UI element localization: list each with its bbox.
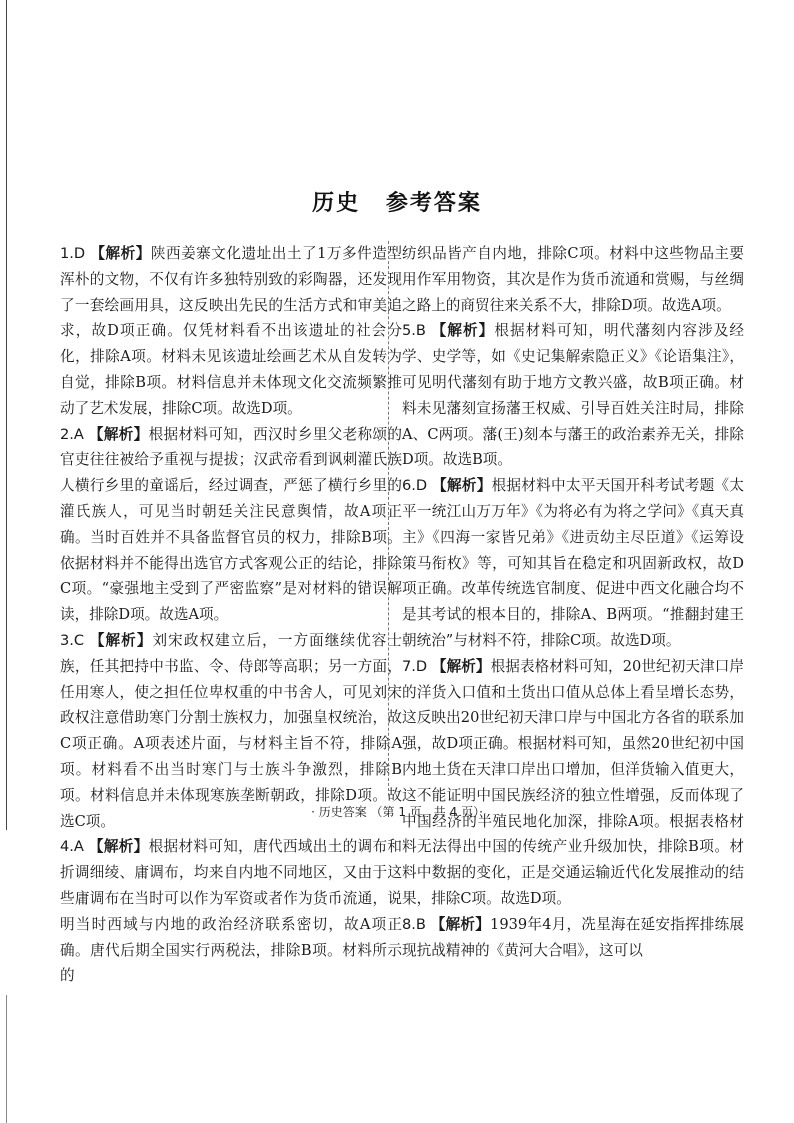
answer-item-4-continuation: 纺织品皆产自内地，排除C项。材料中这些物品主要用作军用物资，其次是作为货币流通和赏赐，与丝绸之路上的商贸往来关系不大，排除D项。故选A项。 — [402, 245, 744, 314]
answer-text: 根据材料中太平天国开科考试考题《太平一统江山万万年》《为将必有为将之学问》《真天真主》《四海一家皆兄弟》《进贡幼主尽臣道》《运筹设策马衔枚》等，可知其旨在稳定和巩固新政权，故D项正确。改革传统选官制度、促进中西文化融合均不是其考试的根本目的，排除A、B两项。“推翻封建王朝统治”与材料不符，排除C项。故选D项。 — [402, 477, 744, 649]
answer-item-5 — [402, 318, 744, 473]
analysis-tag: 【解析】 — [89, 631, 153, 649]
answer-text: 刘宋政权建立后，一方面继续优容士族，任其把持中书监、令、侍郎等高职；另一方面，任用寒人，使之担任位卑权重的中书舍人，可见刘宋政权注意借助寒门分割士族权力，加强皇权统治，故C项正确。A项表述片面，与材料主旨不符，排除A项。材料看不出当时寒门与士族斗争激烈，排除B项。材料信息并未体现寒族垄断朝政，排除D项。故选C项。 — [60, 631, 402, 830]
answer-number: 3.C — [60, 631, 85, 649]
left-column — [60, 241, 402, 989]
analysis-tag: 【解析】 — [431, 322, 495, 340]
answer-text: 根据材料可知，唐代西域出土的调布和折调细绫、庸调布，均来自内地不同地区，又由于这些庸调布在当时可以作为军资或者作为货币流通，说明当时西域与内地的政治经济联系密切，故A项正确。唐代后期全国实行两税法，排除B项。材料所示的 — [60, 838, 402, 985]
answer-text: 根据材料可知，明代藩刻内容涉及经学、史学等，如《史记集解索隐正义》《论语集注》，可见明代藩刻有助于地方文教兴盛，故B项正确。材料未见藩刻宣扬藩王权威、引导百姓关注时局，排除A、C两项。藩(王)刻本与藩王的政治素养无关，排除D项。故选B项。 — [402, 322, 744, 469]
analysis-tag: 【解析】 — [90, 245, 151, 262]
answer-number: 1.D — [60, 245, 86, 262]
page-footer: · 历史答案 （第 1 页，共 4 页）· — [311, 805, 483, 819]
answer-number: 2.A — [60, 425, 84, 443]
page-edge-line-lower — [6, 995, 7, 1123]
page-edge-line — [6, 0, 7, 830]
analysis-tag: 【解析】 — [431, 657, 491, 675]
answer-item-7 — [402, 654, 744, 912]
column-divider — [388, 241, 389, 796]
answer-item-1 — [60, 241, 402, 422]
answer-number: 4.A — [60, 838, 84, 856]
title-subject: 历史 — [312, 191, 361, 216]
answer-item-2 — [60, 422, 402, 628]
analysis-tag: 【解析】 — [432, 477, 492, 495]
answer-item-8 — [402, 912, 744, 964]
answer-number: 8.B — [402, 915, 426, 933]
answer-text: 1939年4月，冼星海在延安指挥排练展现抗战精神的《黄河大合唱》，这可以 — [402, 915, 744, 959]
title-label: 参考答案 — [385, 191, 482, 216]
answer-item-6 — [402, 473, 744, 654]
answer-item-4 — [60, 834, 402, 989]
answer-number: 7.D — [402, 657, 428, 675]
analysis-tag: 【解析】 — [430, 915, 491, 933]
page-title — [0, 186, 794, 217]
answer-text: 根据表格材料可知，20世纪初天津口岸的洋货入口值和土货出口值从总体上看呈增长态势，这反映出20世纪初天津口岸与中国北方各省的联系加强，故D项正确。根据材料可知，虽然20世纪初中国内地土货在天津口岸出口增加，但洋货输入值更大，这不能证明中国民族经济的独立性增强，反而体现了中国经济的半殖民地化加深，排除A项。根据表格材料无法得出中国的传统产业升级加快，排除B项。材料中数据的变化，正是交通运输近代化发展推动的结果，排除C项。故选D项。 — [402, 657, 744, 907]
answer-text: 陕西姜寨文化遗址出土了1万多件造型浑朴的文物，不仅有许多独特别致的彩陶器，还发现了一套绘画用具，这反映出先民的生活方式和审美追求，故D项正确。仅凭材料看不出该遗址的社会分化，排除A项。材料未见该遗址绘画艺术从自发转为自觉，排除B项。材料信息并未体现文化交流频繁推动了艺术发展，排除C项。故选D项。 — [60, 245, 402, 417]
answer-number: 5.B — [402, 322, 426, 340]
answer-text: 根据材料可知，西汉时乡里父老称颂的官吏往往被给予重视与提拔；汉武帝看到讽刺灌氏族人横行乡里的童谣后，经过调查，严惩了横行乡里的灌氏族人，可见当时朝廷关注民意舆情，故A项正确。当时百姓并不具备监督官员的权力，排除B项。依据材料并不能得出选官方式客观公正的结论，排除C项。“豪强地主受到了严密监察”是对材料的错误解读，排除D项。故选A项。 — [60, 425, 402, 624]
analysis-tag: 【解析】 — [88, 425, 149, 443]
answer-number: 6.D — [402, 477, 428, 495]
analysis-tag: 【解析】 — [88, 838, 149, 856]
right-column — [402, 241, 744, 963]
